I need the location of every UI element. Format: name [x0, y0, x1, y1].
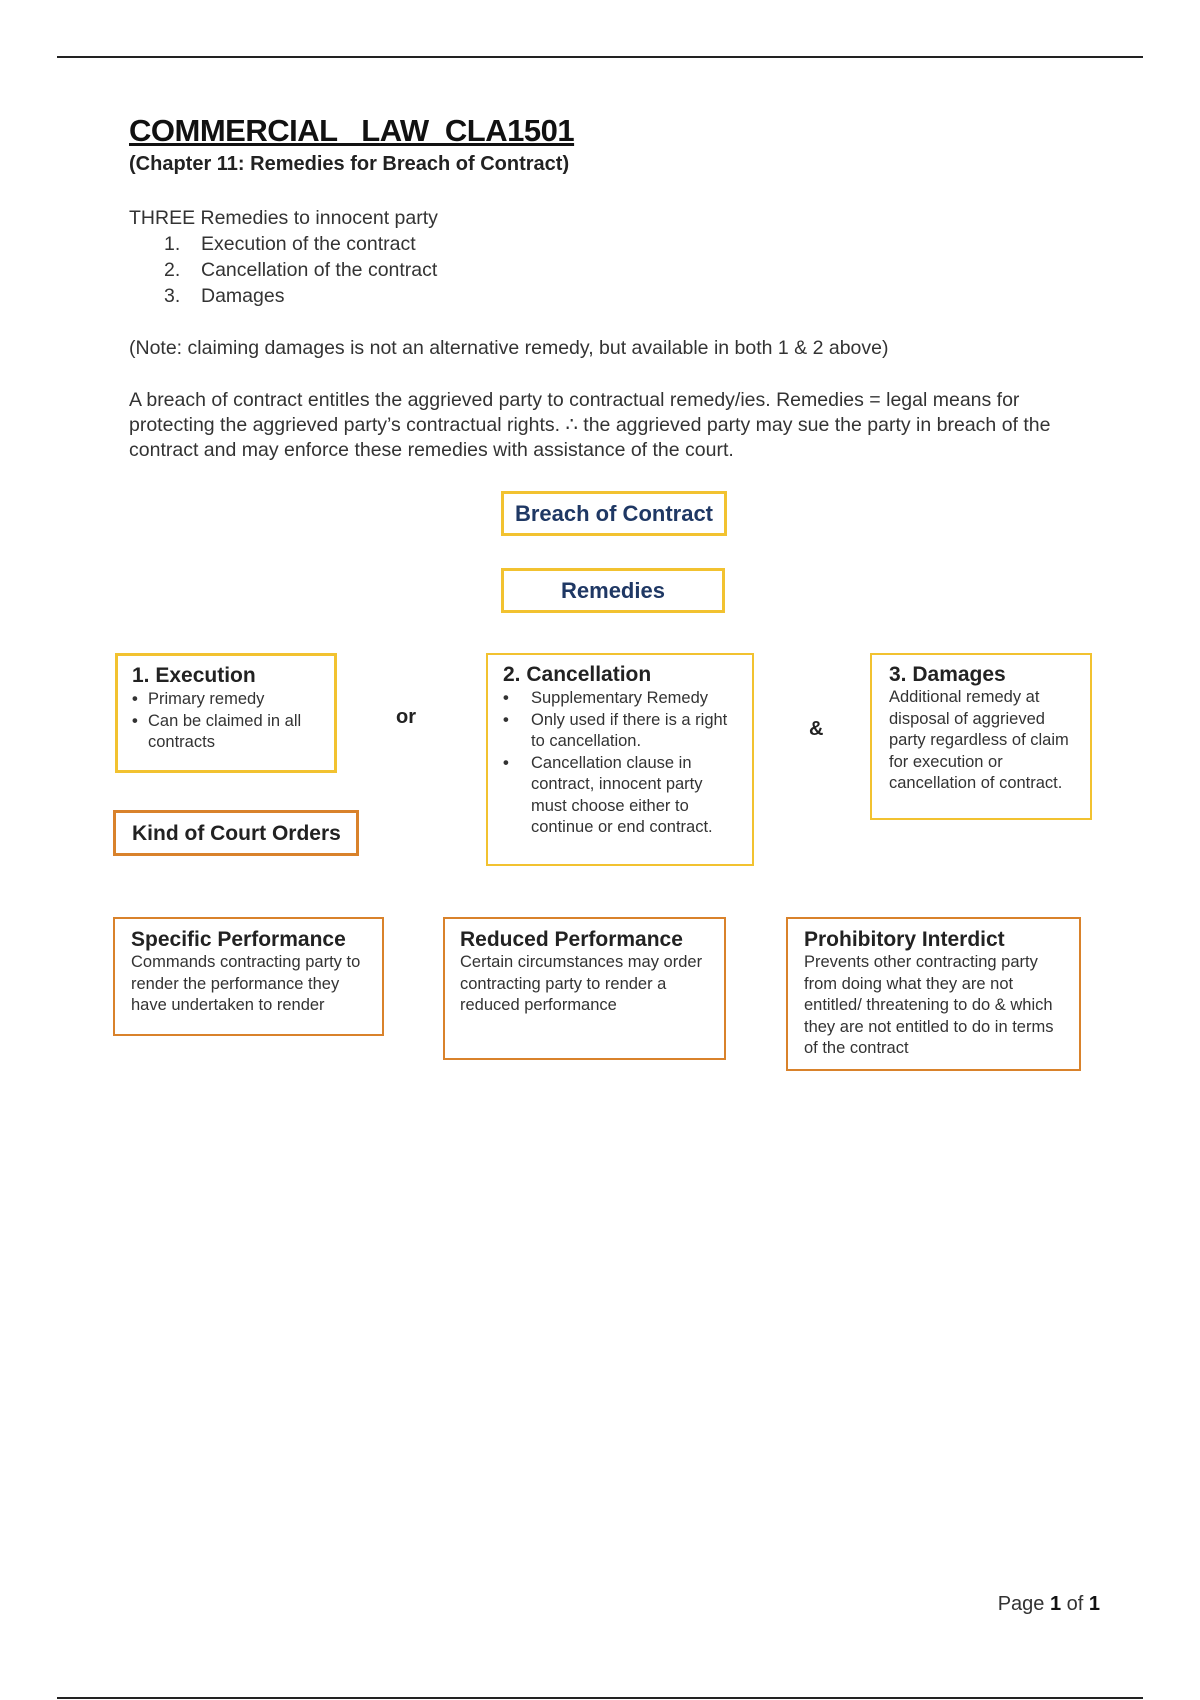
page-total: 1 — [1088, 1593, 1100, 1615]
breach-of-contract-label: Breach of Contract — [514, 500, 714, 526]
and-separator: & — [809, 718, 824, 740]
list-item-text: Execution of the contract — [201, 233, 416, 255]
list-item: • Only used if there is a right to cancellation. — [503, 710, 728, 750]
list-item: • Primary remedy — [132, 690, 265, 708]
bullet-text: Can be claimed in all contracts — [148, 711, 302, 751]
damages-title: 3. Damages — [889, 663, 1006, 686]
page-current: 1 — [1049, 1593, 1062, 1615]
list-item — [129, 257, 437, 283]
court-orders-box — [113, 810, 359, 856]
list-item: • Cancellation clause in contract, innocent party must choose either to continue or end contract. — [503, 753, 713, 836]
reduced-performance-title: Reduced Performance — [460, 928, 683, 951]
reduced-performance-body: Certain circumstances may order contracting party to render a reduced performance — [460, 953, 703, 1014]
note-text: (Note: claiming damages is not an alternative remedy, but available in both 1 & 2 above) — [129, 337, 889, 359]
or-separator: or — [396, 706, 416, 728]
list-item — [129, 283, 437, 309]
remedies-list — [129, 231, 437, 309]
remedies-box — [501, 568, 725, 613]
reduced-performance-box — [443, 917, 726, 1060]
list-number: 2. — [164, 259, 181, 281]
prohibitory-interdict-body: Prevents other contracting party from doing what they are not entitled/ threatening to do & which they are not entitled to do in terms of the contract — [804, 953, 1054, 1057]
cancellation-title: 2. Cancellation — [503, 663, 652, 686]
list-item — [129, 231, 437, 257]
specific-performance-box — [113, 917, 384, 1036]
intro-paragraph: A breach of contract entitles the aggrieved party to contractual remedy/ies. Remedies = legal means for protecting the aggrieved party’s contractual rights. ∴ the aggrieved party may sue the party in breach of the contract and may enforce these remedies with assistance of the court. — [129, 389, 1051, 461]
page-number — [998, 1593, 1100, 1616]
specific-performance-body: Commands contracting party to render the performance they have undertaken to render — [131, 953, 361, 1014]
prohibitory-interdict-title: Prohibitory Interdict — [804, 928, 1005, 951]
court-orders-label: Kind of Court Orders — [132, 821, 341, 845]
execution-bullets — [132, 689, 324, 754]
damages-box — [870, 653, 1092, 820]
page-prefix: Page — [997, 1593, 1050, 1615]
bullet-text: Cancellation clause in contract, innocent party must choose either to continue or end contract. — [531, 753, 713, 836]
document-subtitle: (Chapter 11: Remedies for Breach of Contract) — [129, 153, 570, 175]
prohibitory-interdict-box — [786, 917, 1081, 1071]
bottom-rule — [57, 1697, 1143, 1699]
specific-performance-title: Specific Performance — [131, 928, 346, 951]
document-title: COMMERCIAL LAW CLA1501 — [129, 113, 575, 148]
page-of: of — [1061, 1593, 1089, 1615]
list-item-text: Damages — [201, 285, 285, 307]
bullet-text: Only used if there is a right to cancellation. — [531, 710, 728, 750]
breach-of-contract-box — [501, 491, 727, 536]
top-rule — [57, 56, 1143, 58]
execution-title: 1. Execution — [132, 664, 256, 687]
list-number: 3. — [164, 285, 181, 307]
bullet-text: Primary remedy — [148, 690, 265, 708]
list-item: • Can be claimed in all contracts — [132, 711, 302, 751]
list-item-text: Cancellation of the contract — [201, 259, 438, 281]
bullet-text: Supplementary Remedy — [531, 689, 709, 707]
damages-body: Additional remedy at disposal of aggrieved party regardless of claim for execution or cancellation of contract. — [889, 688, 1069, 792]
cancellation-box — [486, 653, 754, 866]
execution-box — [115, 653, 337, 773]
cancellation-bullets — [503, 688, 740, 839]
intro-text: THREE Remedies to innocent party — [129, 207, 438, 229]
list-item: • Supplementary Remedy — [503, 689, 709, 707]
remedies-label: Remedies — [561, 577, 665, 603]
list-number: 1. — [164, 233, 181, 255]
